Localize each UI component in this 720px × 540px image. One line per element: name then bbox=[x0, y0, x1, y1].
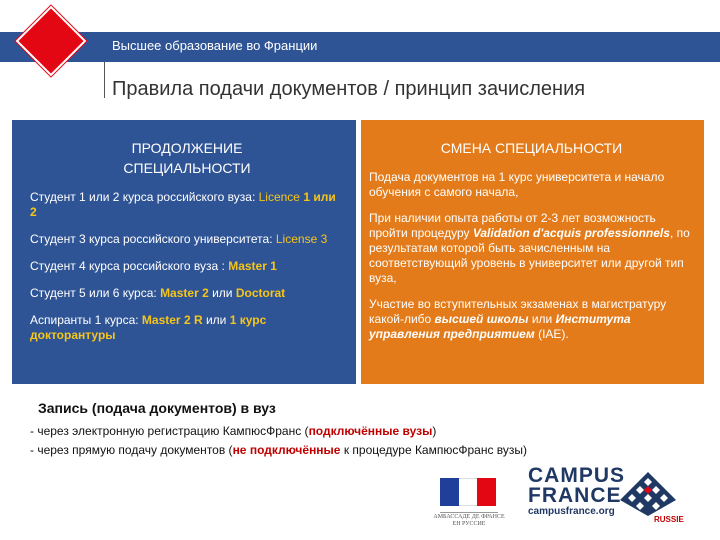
title-divider bbox=[104, 62, 105, 98]
campus-france-logo-icon bbox=[618, 470, 678, 518]
header-banner bbox=[0, 32, 720, 62]
registration-title: Запись (подача документов) в вуз bbox=[38, 400, 276, 416]
change-specialty-heading: СМЕНА СПЕЦИАЛЬНОСТИ bbox=[440, 140, 623, 156]
registration-line-2: - через прямую подачу документов (не подключённые к процедуре КампюсФранс вузы) bbox=[30, 443, 528, 457]
embassy-label: АМБАССАДЕ ДЕ ФРАНСЕ ЕН РУССИЕ bbox=[433, 514, 505, 527]
paragraph: Подача документов на 1 курс университета и начало обучения с самого начала, bbox=[369, 170, 665, 199]
list-item: Аспиранты 1 курса: Master 2 R или 1 курс докторантуры bbox=[30, 313, 267, 342]
french-flag-icon bbox=[440, 478, 496, 506]
paragraph: Участие во вступительных экзаменах в магистратуру какой-либо высшей школы или Института управления предприятием (IAE). bbox=[369, 297, 667, 341]
logo-diamond-icon bbox=[16, 6, 87, 77]
campus-france-wordmark-line-1: CAMPUS bbox=[528, 464, 626, 487]
list-item: Студент 1 или 2 курса российского вуза: Licence 1 или 2 bbox=[30, 190, 336, 219]
continue-specialty-heading bbox=[30, 138, 344, 178]
list-item: Студент 3 курса российского университета: License 3 bbox=[30, 232, 328, 246]
heading-line-1: ПРОДОЛЖЕНИЕ bbox=[131, 140, 243, 156]
banner-text: Высшее образование во Франции bbox=[112, 38, 318, 53]
page-title: Правила подачи документов / принцип зачисления bbox=[112, 78, 586, 100]
embassy-divider bbox=[440, 512, 498, 513]
campus-france-wordmark-line-2: FRANCE bbox=[528, 484, 622, 507]
list-item: Студент 5 или 6 курса: Master 2 или Doctorat bbox=[30, 286, 286, 300]
change-specialty-box bbox=[361, 120, 704, 384]
heading-line-2: СПЕЦИАЛЬНОСТИ bbox=[123, 160, 251, 176]
paragraph: При наличии опыта работы от 2-3 лет возможность пройти процедуру Validation d'acquis professionnels, по результатам которой быть зачисленным на соответствующий уровень в университет или другой тип вуза, bbox=[369, 211, 690, 285]
continue-specialty-box bbox=[12, 120, 356, 384]
campus-france-url: campusfrance.org bbox=[528, 506, 615, 517]
campus-france-country: RUSSIE bbox=[654, 515, 684, 524]
list-item: Студент 4 курса российского вуза : Master 1 bbox=[30, 259, 277, 273]
registration-line-1: - через электронную регистрацию КампюсФранс (подключённые вузы) bbox=[30, 424, 437, 438]
